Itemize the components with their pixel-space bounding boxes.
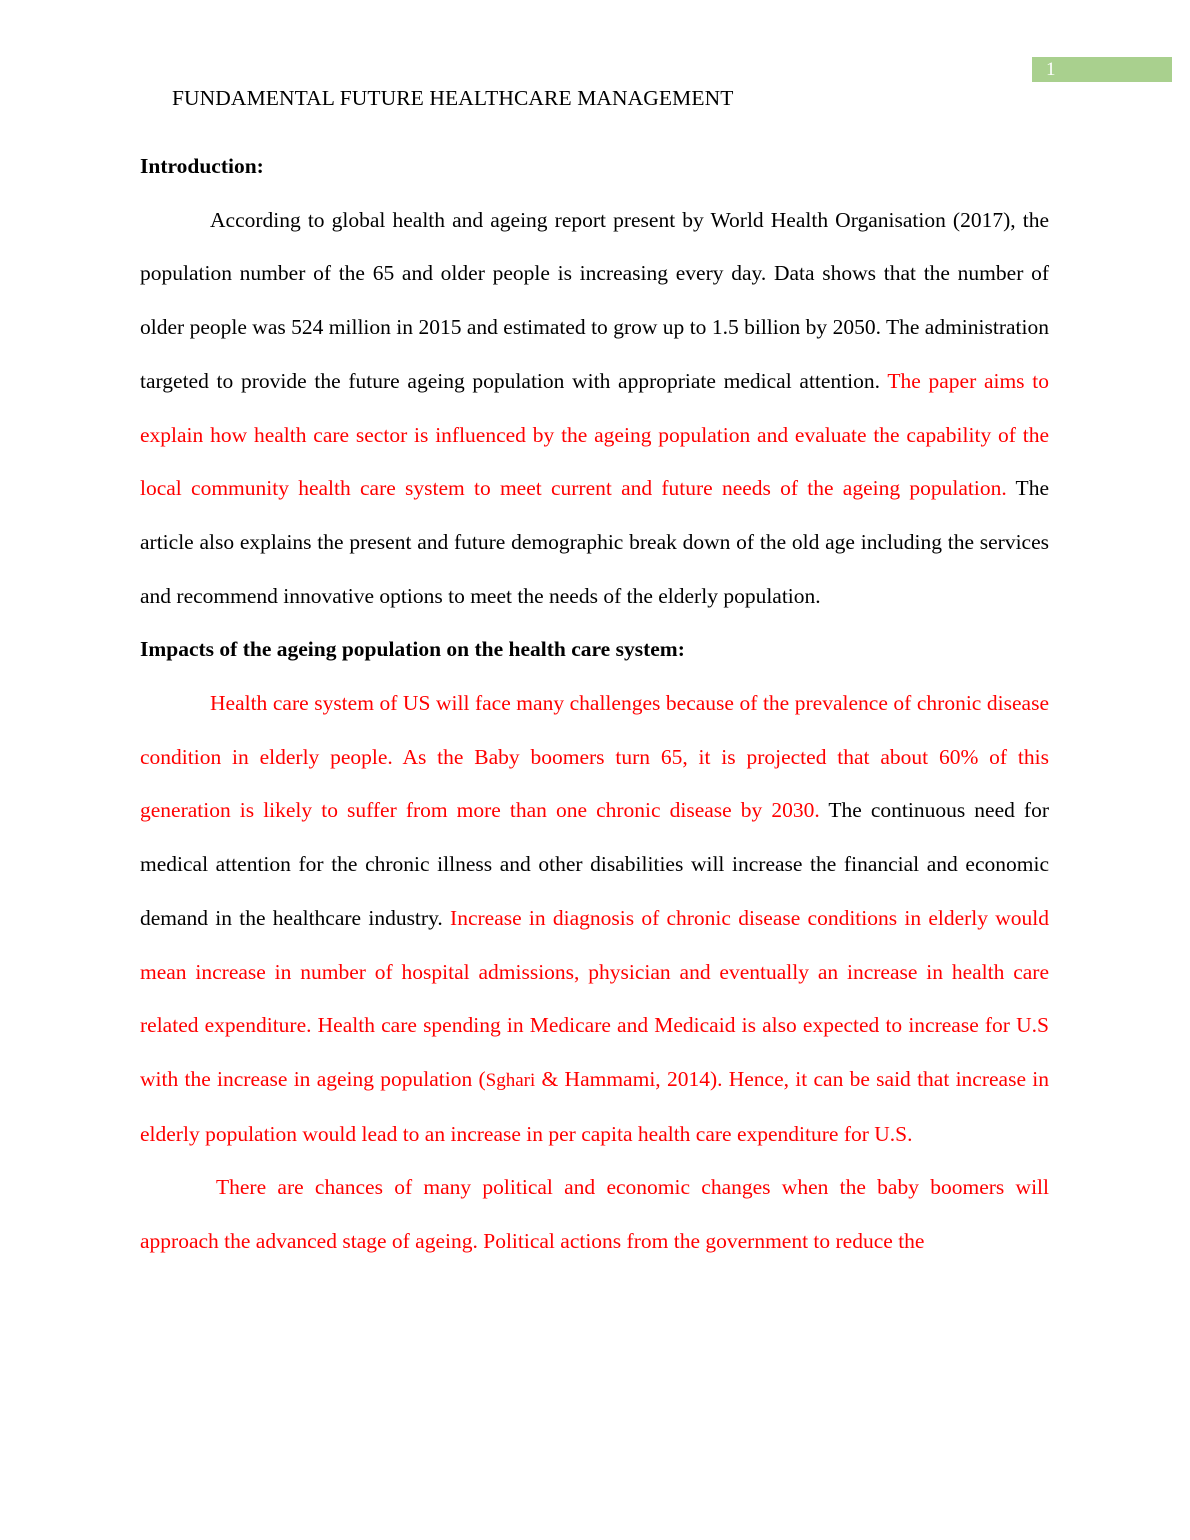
impacts-text-red-2: Increase in diagnosis of chronic disease conditions in elderly would mean increase in number of hospital admissions, physician and eventually an increase in health care related expenditure. Health care spending in Medicare and Medicaid is also expected to increase for U.S with the increase in ageing population ( <box>140 905 1049 1091</box>
intro-text-closing: The article also explains the present and future demographic break down of the old age including the services and recommend innovative options to meet the needs of the elderly population. <box>140 476 1049 608</box>
impacts-paragraph-1 <box>140 677 1049 1161</box>
intro-text-highlighted: The paper aims to explain how health care sector is influenced by the ageing population and evaluate the capability of the local community health care system to meet current and future needs of the ageing population. <box>140 368 1049 501</box>
impacts-text-red-4: There are chances of many political and economic changes when the baby boomers will approach the advanced stage of ageing. Political actions from the government to reduce the <box>140 1175 1049 1254</box>
document-body <box>140 140 1049 1269</box>
introduction-heading: Introduction: <box>140 154 264 178</box>
impacts-text-red-3: & Hammami, 2014). Hence, it can be said that increase in elderly population would lead to an increase in per capita health care expenditure for U.S. <box>140 1066 1049 1146</box>
page-number: 1 <box>1032 57 1172 82</box>
impacts-paragraph-2 <box>140 1161 1049 1268</box>
impacts-heading: Impacts of the ageing population on the health care system: <box>140 637 685 662</box>
citation-author: Sghari <box>485 1069 536 1091</box>
intro-text-black: According to global health and ageing report present by World Health Organisation (2017), the population number of the 65 and older people is increasing every day. Data shows that the number of older people was 524 million in 2015 and estimated to grow up to 1.5 billion by 2050. The administration targeted to provide the future ageing population with appropriate medical attention. <box>140 207 1049 393</box>
impacts-text-red-1: Health care system of US will face many challenges because of the prevalence of chronic disease condition in elderly people. As the Baby boomers turn 65, it is projected that about 60% of this generation is likely to suffer from more than one chronic disease by 2030. <box>140 691 1049 823</box>
introduction-paragraph <box>140 194 1049 624</box>
impacts-text-black: The continuous need for medical attention for the chronic illness and other disabilities will increase the financial and economic demand in the healthcare industry. <box>140 798 1049 930</box>
running-head: FUNDAMENTAL FUTURE HEALTHCARE MANAGEMENT <box>172 86 734 110</box>
